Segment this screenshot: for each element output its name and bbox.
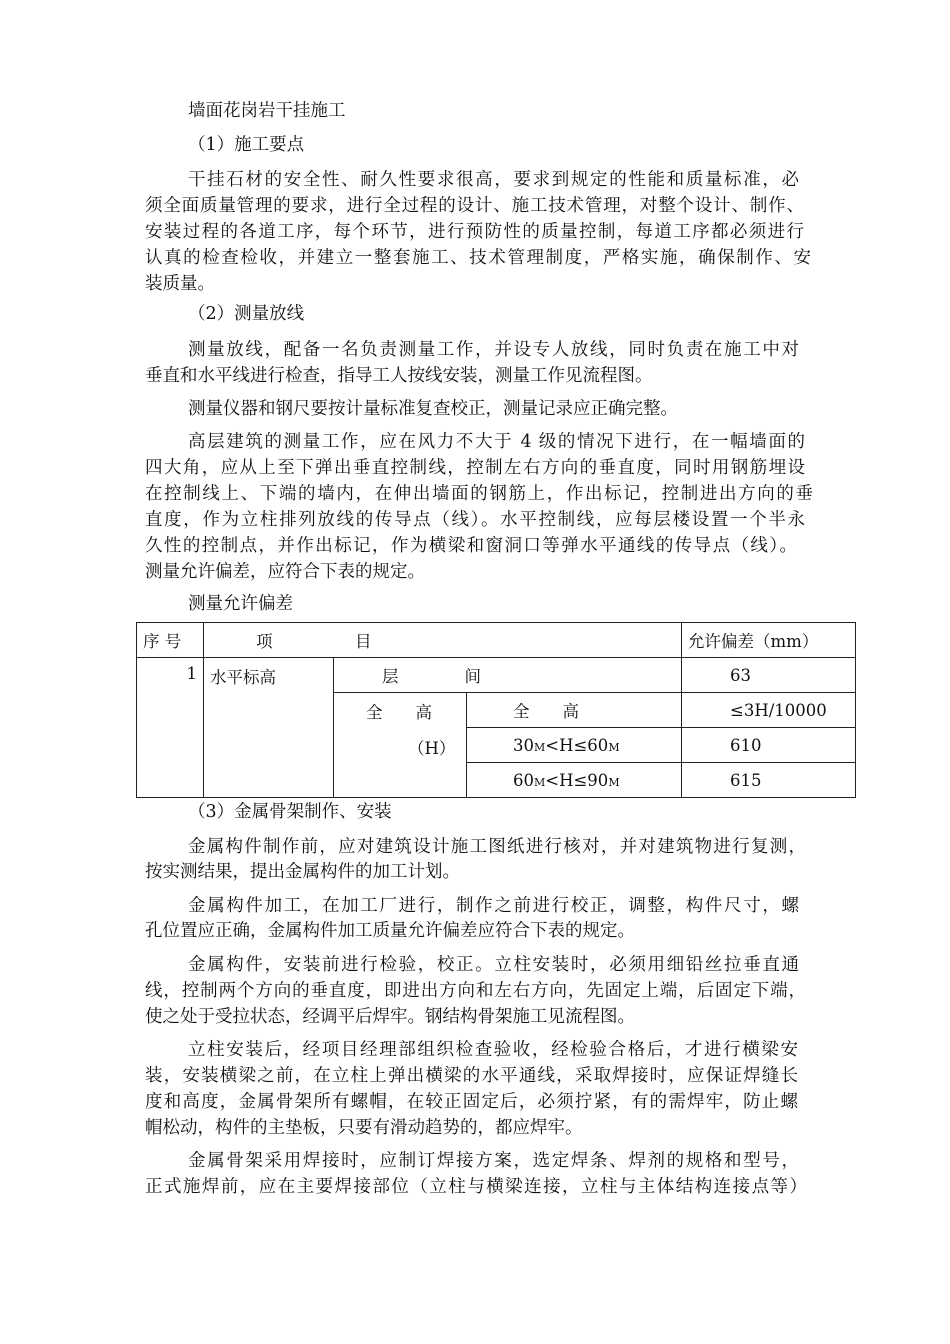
header-serial-no: 序 号 — [137, 623, 204, 658]
paragraph-line: 线，控制两个方向的垂直度，即进出方向和左右方向，先固定上端，后固定下端， — [145, 981, 806, 1001]
paragraph-line: 孔位置应正确，金属构件加工质量允许偏差应符合下表的规定。 — [145, 921, 635, 941]
range-value: 615 — [682, 763, 856, 798]
paragraph-line: 久性的控制点，并作出标记，作为横梁和窗洞口等弹水平通线的传导点（线）。 — [145, 536, 797, 556]
paragraph-line: 干挂石材的安全性、耐久性要求很高，要求到规定的性能和质量标准，必 — [188, 170, 799, 190]
full-height-value: ≤3H/10000 — [682, 693, 856, 728]
paragraph-line: 金属构件加工，在加工厂进行，制作之前进行校正，调整，构件尺寸，螺 — [188, 896, 799, 916]
range-high: <H≤60 — [545, 735, 609, 755]
unit-mark: M — [608, 775, 620, 789]
section-1-title: （1）施工要点 — [188, 135, 305, 155]
paragraph-line: 认真的检查检收，并建立一整套施工、技术管理制度，严格实施，确保制作、安 — [145, 248, 811, 268]
paragraph-line: 装，安装横梁之前，在立柱上弹出横梁的水平通线，采取焊接时，应保证焊缝长 — [145, 1066, 798, 1086]
paragraph-line: 立柱安装后，经项目经理部组织检查验收，经检验合格后，才进行横梁安 — [188, 1040, 798, 1060]
paragraph-line: 垂直和水平线进行检查，指导工人按线安装，测量工作见流程图。 — [145, 366, 653, 386]
paragraph-line: 度和高度，金属骨架所有螺帽，在较正固定后，必须拧紧，有的需焊牢，防止螺 — [145, 1092, 798, 1112]
row-item-name: 水平标高 — [204, 658, 334, 798]
paragraph-line: 须全面质量管理的要求，进行全过程的设计、施工技术管理，对整个设计、制作、 — [145, 196, 804, 216]
range-low: 60 — [513, 770, 534, 790]
header-tolerance: 允许偏差（mm） — [682, 623, 856, 658]
document-heading: 墙面花岗岩干挂施工 — [188, 101, 346, 121]
row-serial-no: 1 — [137, 658, 204, 798]
range-value: 610 — [682, 728, 856, 763]
range-high: <H≤90 — [545, 770, 609, 790]
paragraph-line: 安装过程的各道工序，每个环节，进行预防性的质量控制，每道工序都必须进行 — [145, 222, 804, 242]
paragraph-line: 测量仪器和钢尺要按计量标准复查校正，测量记录应正确完整。 — [188, 399, 678, 419]
paragraph-line: 装质量。 — [145, 274, 215, 294]
unit-mark: M — [534, 775, 546, 789]
section-3-title: （3）金属骨架制作、安装 — [188, 802, 392, 822]
range-label — [467, 728, 682, 763]
paragraph-line: 正式施焊前，应在主要焊接部位（立柱与横梁连接，立柱与主体结构连接点等） — [145, 1177, 807, 1197]
paragraph-line: 四大角，应从上至下弹出垂直控制线，控制左右方向的垂直度，同时用钢筋埋设 — [145, 458, 805, 478]
full-height-label-unit: （H） — [408, 739, 456, 758]
paragraph-line: 高层建筑的测量工作，应在风力不大于 4 级的情况下进行，在一幅墙面的 — [188, 432, 805, 452]
paragraph-line: 金属构件制作前，应对建筑设计施工图纸进行核对，并对建筑物进行复测， — [188, 837, 806, 857]
storey-value: 63 — [682, 658, 856, 693]
table-row — [137, 658, 856, 693]
paragraph-line: 直度，作为立柱排列放线的传导点（线）。水平控制线，应每层楼设置一个半永 — [145, 510, 805, 530]
tolerance-table — [136, 622, 856, 798]
storey-label: 层 间 — [334, 658, 682, 693]
paragraph-line: 帽松动，构件的主垫板，只要有滑动趋势的，都应焊牢。 — [145, 1118, 583, 1138]
paragraph-line: 使之处于受拉状态，经调平后焊牢。钢结构骨架施工见流程图。 — [145, 1007, 635, 1027]
table-title: 测量允许偏差 — [188, 594, 293, 614]
section-2-title: （2）测量放线 — [188, 304, 305, 324]
paragraph-line: 金属构件，安装前进行检验，校正。立柱安装时，必须用细铅丝拉垂直通 — [188, 955, 799, 975]
full-height-sub-label: 全 高 — [467, 693, 682, 728]
range-low: 30 — [513, 735, 534, 755]
paragraph-line: 测量允许偏差，应符合下表的规定。 — [145, 562, 425, 582]
full-height-label-line: 全 高 — [366, 703, 432, 722]
table-header-row — [137, 623, 856, 658]
header-item: 项 目 — [204, 623, 682, 658]
paragraph-line: 在控制线上、下端的墙内，在伸出墙面的钢筋上，作出标记，控制进出方向的垂 — [145, 484, 813, 504]
range-label — [467, 763, 682, 798]
paragraph-line: 金属骨架采用焊接时，应制订焊接方案，选定焊条、焊剂的规格和型号， — [188, 1151, 799, 1171]
paragraph-line: 测量放线，配备一名负责测量工作，并设专人放线，同时负责在施工中对 — [188, 340, 799, 360]
unit-mark: M — [534, 740, 546, 754]
full-height-label — [334, 693, 467, 798]
unit-mark: M — [608, 740, 620, 754]
paragraph-line: 按实测结果，提出金属构件的加工计划。 — [145, 862, 460, 882]
